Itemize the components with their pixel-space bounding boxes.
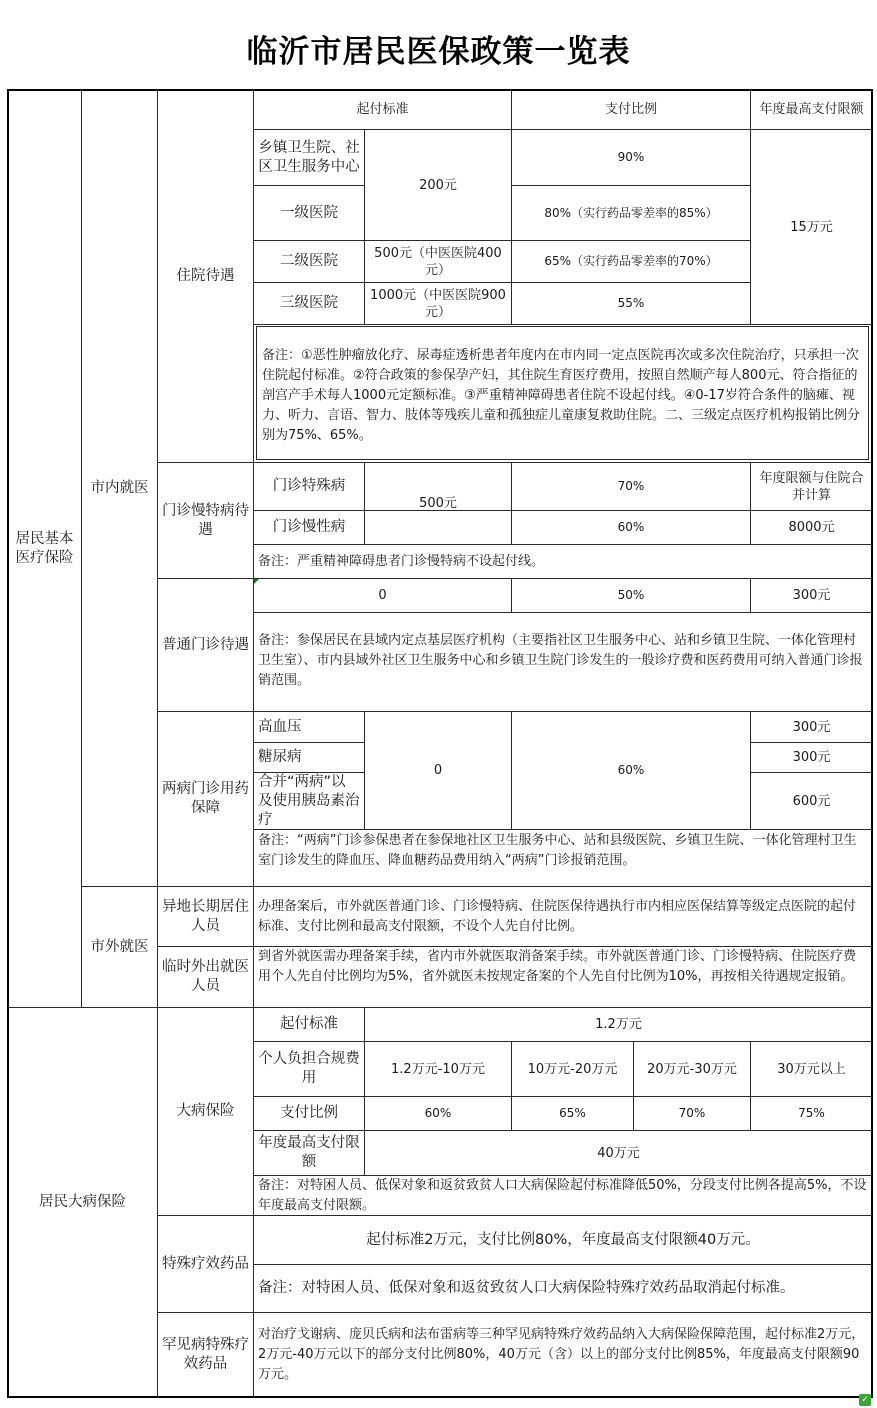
chronic-deductible: 500元 [419, 496, 457, 511]
two-diseases-note: 备注：“两病”门诊参保患者在参保地社区卫生服务中心、站和县级医院、乡镇卫生院、一体化管理村卫生室门诊发生的降血压、降血糖药品费用纳入“两病”门诊报销范围。 [258, 833, 857, 868]
special-drugs-note: 备注：对特困人员、低保对象和返贫致贫人口大病保险特殊疗效药品取消起付标准。 [258, 1280, 795, 1296]
ratio-level-3: 55% [617, 296, 645, 310]
general-deductible: 0 [378, 588, 387, 603]
chronic-note: 备注：严重精神障碍患者门诊慢特病不设起付线。 [258, 554, 545, 569]
hospital-level-2: 二级医院 [280, 253, 338, 269]
out-of-city-treatment-label: 市外就医 [90, 938, 149, 955]
two-diseases-deductible: 0 [433, 763, 443, 778]
basic-insurance-label: 居民基本医疗保险 [15, 530, 74, 566]
temporary-remote-patient-label: 临时外出就医人员 [162, 959, 249, 994]
ratio-township: 90% [617, 150, 645, 164]
header-annual-limit: 年度最高支付限额 [759, 102, 864, 117]
major-limit-value: 40万元 [597, 1145, 640, 1161]
ratio-level-2: 65%（实行药品零差率的70%） [544, 254, 718, 268]
page-title: 临沂市居民医保政策一览表 [246, 34, 631, 70]
rare-disease-text: 对治疗戈谢病、庞贝氏病和法布雷病等三种罕见病特殊疗效药品纳入大病保险保障范围，起付标准2万元，2万元-40万元以下的部分支付比例80%，40万元（含）以上的部分支付比例85%，年度最高支付限额90万元。 [258, 1327, 865, 1382]
special-disease-ratio: 70% [617, 479, 645, 493]
serious-illness-insurance-label: 居民大病保险 [39, 1193, 126, 1210]
major-ratio-3: 70% [678, 1106, 706, 1120]
hospital-level-township: 乡镇卫生院、社区卫生服务中心 [258, 139, 360, 175]
special-disease-outpatient: 门诊特殊病 [272, 478, 346, 494]
major-deductible-value: 1.2万元 [595, 1017, 642, 1032]
rare-disease-drugs-label: 罕见病特殊疗效药品 [162, 1336, 249, 1372]
major-note: 备注：对特困人员、低保对象和返贫致贫人口大病保险起付标准降低50%，分段支付比例各提高5%，不设年度最高支付限额。 [258, 1178, 867, 1213]
inpatient-benefit-label: 住院待遇 [176, 267, 235, 284]
major-ratio-label: 支付比例 [280, 1105, 338, 1121]
special-drugs-label: 特殊疗效药品 [162, 1255, 249, 1272]
inpatient-note: 备注：①恶性肿瘤放化疗、尿毒症透析患者年度内在市内同一定点医院再次或多次住院治疗，只承担一次住院起付标准。②符合政策的参保孕产妇，其住院生育医疗费用，按照自然顺产每人800元、符合指征的剖宫产手术每人1000元定额标准。③严重精神障碍患者住院不设起付线。④0-17岁符合条件的脑瘫、视力、听力、言语、智力、肢体等残疾儿童和孤独症儿童康复救助住院。二、三级定点医疗机构报销比例分别为75%、65%。 [262, 348, 861, 443]
hospital-level-1: 一级医院 [280, 204, 338, 221]
special-drugs-text: 起付标准2万元，支付比例80%，年度最高支付限额40万元。 [366, 1231, 760, 1248]
inpatient-annual-limit: 15万元 [790, 219, 833, 235]
chronic-disease-ratio: 60% [617, 520, 645, 534]
ratio-level-1: 80%（实行药品零差率的85%） [544, 205, 718, 220]
combined-insulin-label: 合并“两病”以及使用胰岛素治疗 [258, 773, 360, 828]
chronic-outpatient-label: 门诊慢特病待遇 [162, 502, 249, 538]
long-term-remote-text: 办理备案后，市外就医普通门诊、门诊慢特病、住院医保待遇执行市内相应医保结算等级定点医院的起付标准、支付比例和最高支付限额，不设个人先自付比例。 [258, 899, 857, 934]
long-term-remote-resident-label: 异地长期居住人员 [162, 898, 249, 934]
personal-cost-label: 个人负担合规费用 [258, 1051, 360, 1086]
cost-band-2: 10万元-20万元 [527, 1061, 618, 1077]
two-diseases-label: 两病门诊用药保障 [162, 781, 249, 816]
cost-band-1: 1.2万元-10万元 [391, 1061, 485, 1077]
temporary-remote-text: 到省外就医需办理备案手续，省内市外就医取消备案手续。市外就医普通门诊、门诊慢特病、住院医疗费用个人先自付比例均为5%，省外就医未按规定备案的个人先自付比例为10%，再按相关待遇规定报销。 [258, 949, 857, 984]
general-ratio: 50% [617, 588, 645, 602]
special-disease-limit: 年度限额与住院合并计算 [759, 470, 864, 503]
general-limit: 300元 [792, 588, 831, 603]
major-ratio-2: 65% [559, 1106, 586, 1120]
major-limit-label: 年度最高支付限额 [258, 1135, 360, 1170]
diabetes-label: 糖尿病 [258, 749, 302, 765]
in-city-treatment-label: 市内就医 [90, 479, 149, 496]
major-ratio-4: 75% [798, 1106, 825, 1120]
deductible-level-2: 500元（中医医院400元） [374, 245, 502, 278]
corner-badge-icon: ✓ [859, 1394, 871, 1406]
combined-limit: 600元 [792, 793, 831, 809]
diabetes-limit: 300元 [792, 750, 831, 765]
hypertension-limit: 300元 [792, 719, 831, 735]
hospital-level-3: 三级医院 [280, 295, 338, 311]
general-note: 备注：参保居民在县域内定点基层医疗机构（主要指社区卫生服务中心、站和乡镇卫生院、一体化管理村卫生室）、市内县域外社区卫生服务中心和乡镇卫生院门诊发生的一般诊疗费和医药费用可纳入普通门诊报销范围。 [258, 633, 863, 688]
general-outpatient-label: 普通门诊待遇 [162, 636, 249, 653]
cost-band-4: 30万元以上 [777, 1061, 846, 1077]
two-diseases-ratio: 60% [617, 763, 645, 777]
major-illness-label: 大病保险 [176, 1103, 235, 1119]
chronic-disease-outpatient: 门诊慢性病 [272, 519, 346, 535]
major-deductible-label: 起付标准 [280, 1016, 338, 1032]
hypertension-label: 高血压 [258, 718, 302, 735]
deductible-level-3: 1000元（中医医院900元） [370, 287, 506, 320]
deductible-primary: 200元 [419, 177, 457, 193]
cost-band-3: 20万元-30万元 [647, 1061, 737, 1077]
chronic-disease-limit: 8000元 [788, 520, 835, 535]
header-deductible: 起付标准 [356, 102, 409, 117]
major-ratio-1: 60% [424, 1106, 452, 1120]
header-payment-ratio: 支付比例 [604, 102, 657, 117]
